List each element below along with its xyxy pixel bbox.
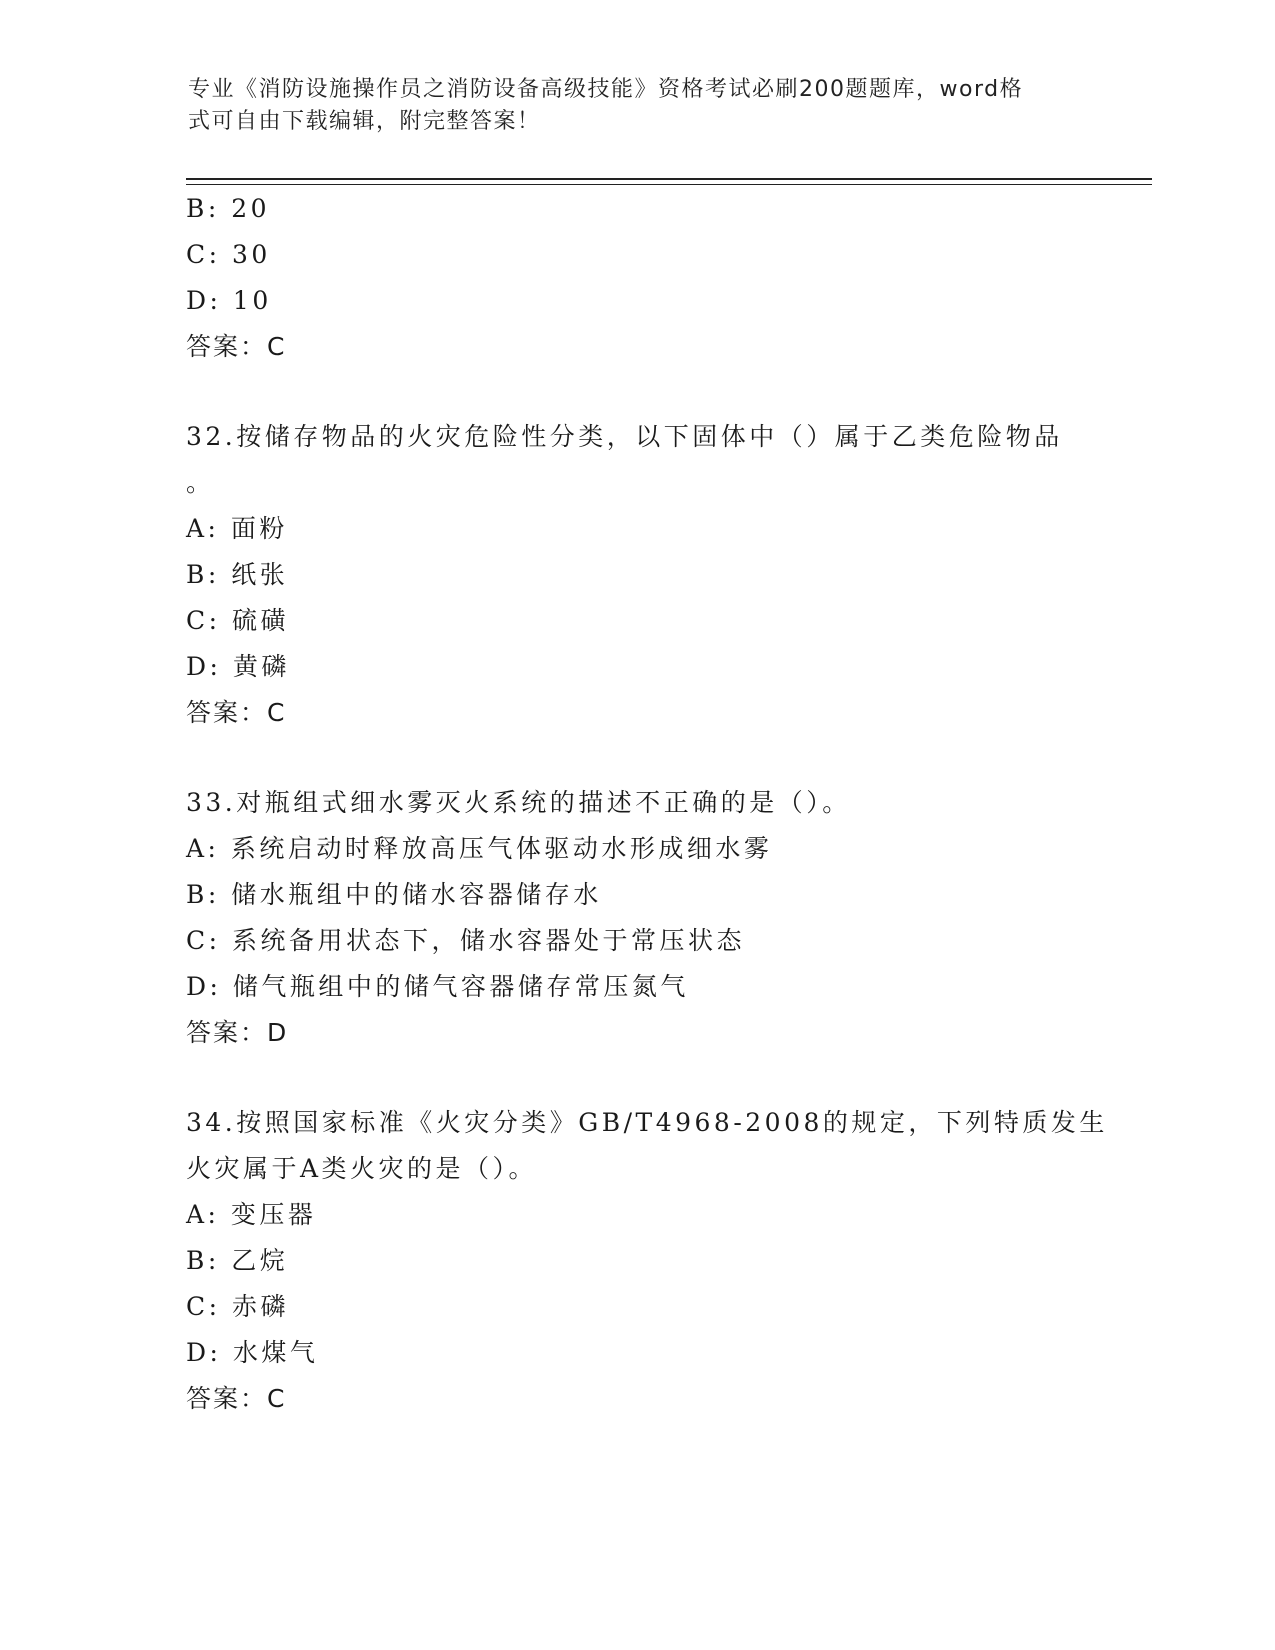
question-stem-continued: 。: [186, 468, 215, 497]
question-stem: 33.对瓶组式细水雾灭火系统的描述不正确的是（）。: [186, 788, 851, 817]
header-rule-thick: [186, 178, 1152, 180]
option-b: B: 储水瓶组中的储水容器储存水: [186, 880, 602, 909]
option-c: C: 赤磷: [186, 1292, 289, 1321]
question-31-tail: [186, 186, 1086, 370]
question-32: [186, 414, 1086, 736]
document-header: [188, 74, 1088, 138]
option-a: A: 系统启动时释放高压气体驱动水形成细水雾: [186, 834, 773, 863]
question-34: [186, 1100, 1108, 1422]
option-d: D: 黄磷: [186, 652, 290, 681]
option-b: B: 纸张: [186, 560, 289, 589]
answer-line: 答案：C: [186, 1384, 287, 1413]
option-d: D: 10: [186, 286, 272, 315]
option-d: D: 水煤气: [186, 1338, 319, 1367]
question-stem-continued: 火灾属于A类火灾的是（）。: [186, 1154, 538, 1183]
option-c: C: 硫磺: [186, 606, 289, 635]
option-c: C: 系统备用状态下，储水容器处于常压状态: [186, 926, 745, 955]
answer-line: 答案：C: [186, 698, 287, 727]
answer-line: 答案：D: [186, 1018, 289, 1047]
option-a: A: 面粉: [186, 514, 288, 543]
question-stem: 32.按储存物品的火灾危险性分类，以下固体中（）属于乙类危险物品: [186, 422, 1063, 451]
answer-line: 答案：C: [186, 332, 287, 361]
question-33: [186, 780, 1086, 1056]
header-line-2: 式可自由下载编辑，附完整答案！: [188, 109, 541, 134]
option-a: A: 变压器: [186, 1200, 317, 1229]
header-rule-thin: [186, 184, 1152, 185]
question-stem: 34.按照国家标准《火灾分类》GB/T4968-2008的规定，下列特质发生: [186, 1108, 1108, 1137]
option-b: B: 乙烷: [186, 1246, 289, 1275]
option-b: B: 20: [186, 194, 271, 223]
option-d: D: 储气瓶组中的储气容器储存常压氮气: [186, 972, 689, 1001]
question-list: [186, 186, 1108, 1422]
header-line-1: 专业《消防设施操作员之消防设备高级技能》资格考试必刷200题题库，word格: [188, 77, 1024, 102]
option-c: C: 30: [186, 240, 271, 269]
